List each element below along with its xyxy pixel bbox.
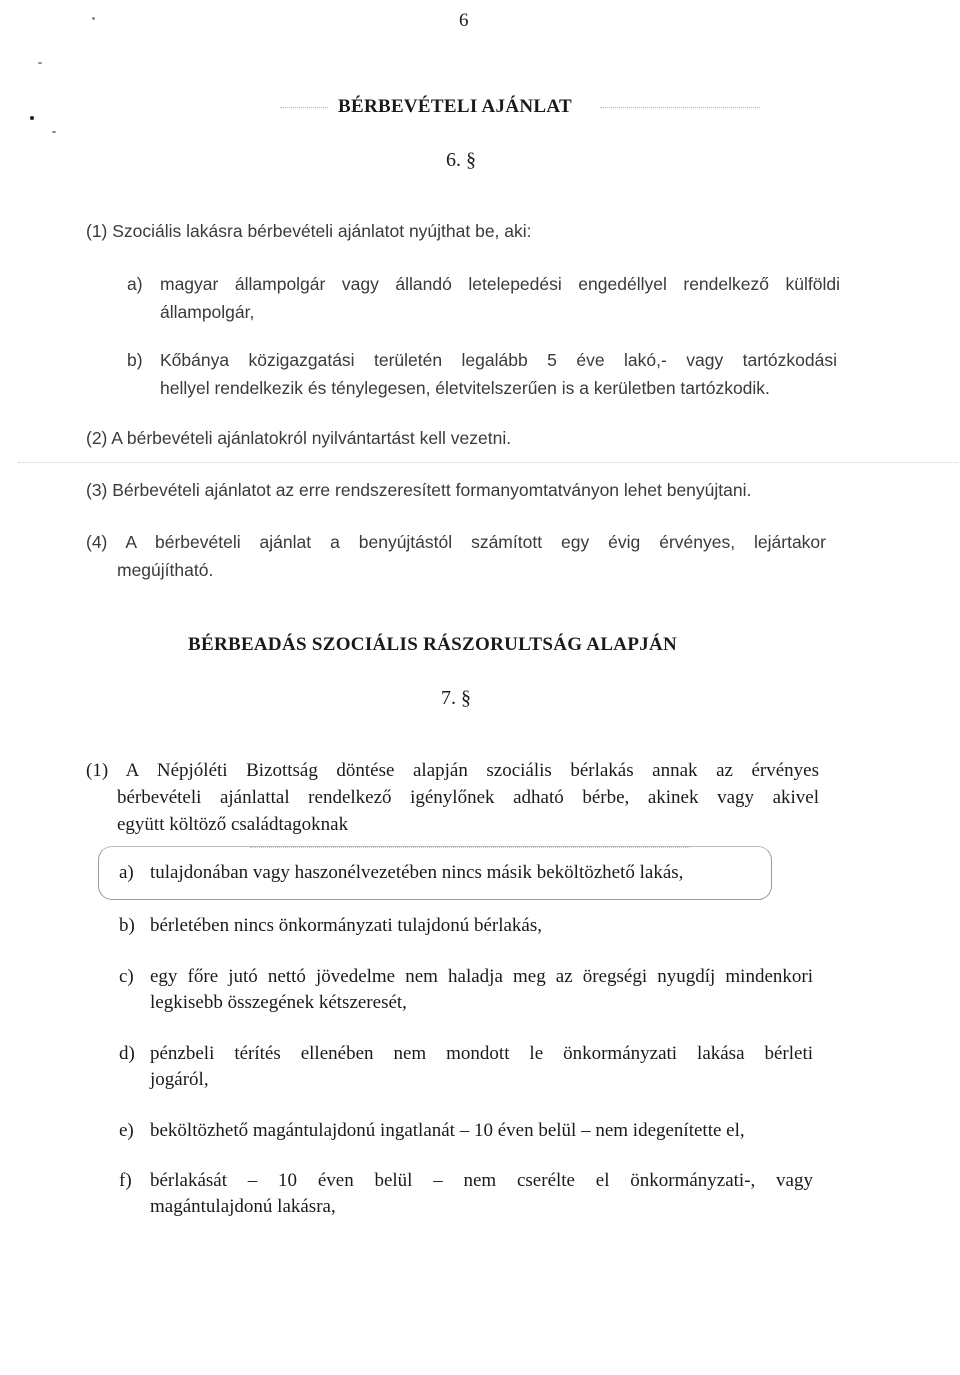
page-number: 6 xyxy=(459,10,469,31)
list-item-text: hellyel rendelkezik és ténylegesen, életvitelszerűen is a kerületben tartózkodik. xyxy=(160,378,770,398)
scan-speck xyxy=(52,131,56,133)
paragraph-sign: 7. § xyxy=(441,687,471,709)
list-item-text: egy főre jutó nettó jövedelme nem haladja meg az öregségi nyugdíj mindenkori xyxy=(150,966,813,987)
list-item-label: b) xyxy=(119,915,135,936)
list-item-label: e) xyxy=(119,1120,134,1141)
list-item-label: c) xyxy=(119,966,134,987)
paragraph-1-cont: bérbevételi ajánlattal rendelkező igénylőnek adható bérbe, akinek vagy akivel xyxy=(117,787,819,808)
paragraph-4-cont: megújítható. xyxy=(117,560,214,580)
scan-speck xyxy=(38,62,42,64)
list-item-text: bérletében nincs önkormányzati tulajdonú bérlakás, xyxy=(150,915,543,936)
list-item-text: magyar állampolgár vagy állandó letelepedési engedéllyel rendelkező külföldi xyxy=(160,274,840,294)
list-item-text: beköltözhető magántulajdonú ingatlanát – 10 éven belül – nem idegenítette el, xyxy=(150,1120,745,1141)
list-item-label: b) xyxy=(127,350,143,370)
paragraph-4: (4) A bérbevételi ajánlat a benyújtástól számított egy évig érvényes, lejártakor xyxy=(86,532,826,552)
list-item-text: legkisebb összegének kétszeresét, xyxy=(150,992,407,1013)
section-heading: BÉRBEADÁS SZOCIÁLIS RÁSZORULTSÁG ALAPJÁN xyxy=(188,634,678,655)
paragraph-sign: 6. § xyxy=(446,149,476,171)
list-item-text: bérlakását – 10 éven belül – nem cserélte el önkormányzati-, vagy xyxy=(150,1170,813,1191)
list-item-label: f) xyxy=(119,1170,132,1191)
list-item-text: magántulajdonú lakásra, xyxy=(150,1196,336,1217)
scan-noise-line xyxy=(280,107,328,108)
list-item-label: a) xyxy=(127,274,143,294)
paragraph-1: (1) A Népjóléti Bizottság döntése alapján szociális bérlakás annak az érvényes xyxy=(86,760,819,781)
list-item-text: Kőbánya közigazgatási területén legalább 5 éve lakó,- vagy tartózkodási xyxy=(160,350,837,370)
paragraph-1-cont: együtt költöző családtagoknak xyxy=(117,814,349,835)
list-item-label: d) xyxy=(119,1043,135,1064)
scan-speck xyxy=(92,17,95,20)
list-item-text: állampolgár, xyxy=(160,302,255,322)
list-item-text: tulajdonában vagy haszonélvezetében nincs másik beköltözhető lakás, xyxy=(150,862,684,883)
paragraph-2: (2) A bérbevételi ajánlatokról nyilvántartást kell vezetni. xyxy=(86,428,512,448)
scan-noise-line xyxy=(600,107,760,108)
paragraph-3: (3) Bérbevételi ajánlatot az erre rendszeresített formanyomtatványon lehet benyújtani. xyxy=(86,480,752,500)
list-item-label: a) xyxy=(119,862,134,883)
section-heading: BÉRBEVÉTELI AJÁNLAT xyxy=(338,96,572,117)
scan-noise-line xyxy=(18,462,958,463)
paragraph-1-intro: (1) Szociális lakásra bérbevételi ajánlatot nyújthat be, aki: xyxy=(86,221,532,241)
scan-speck xyxy=(30,116,34,120)
list-item-text: pénzbeli térítés ellenében nem mondott le önkormányzati lakása bérleti xyxy=(150,1043,813,1064)
list-item-text: jogáról, xyxy=(150,1069,209,1090)
